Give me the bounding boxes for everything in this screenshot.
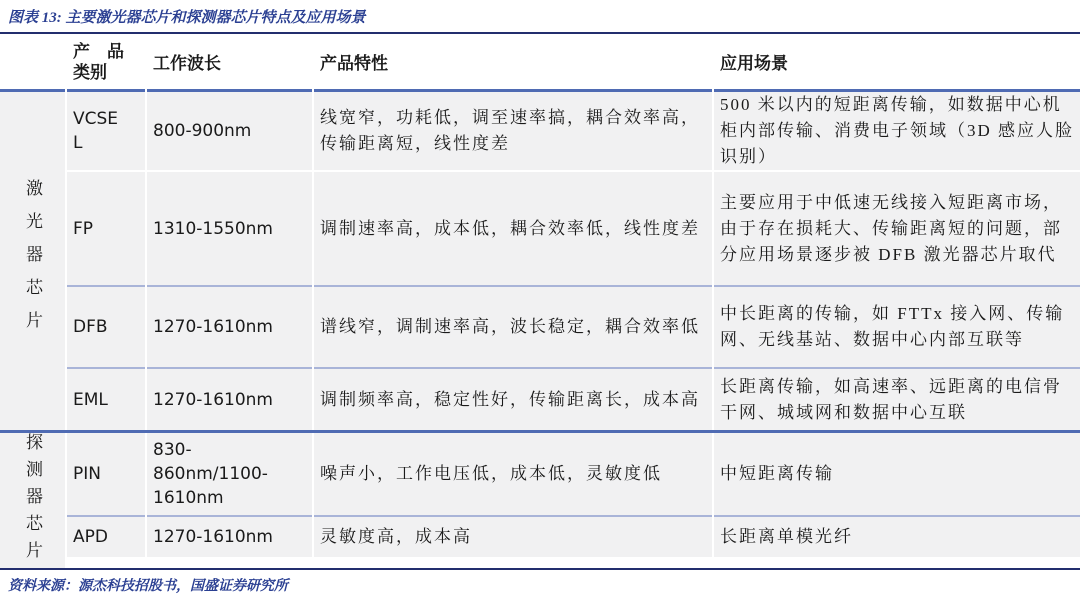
cell-type: FP [67,172,145,287]
cell-wavelength: 830- 860nm/1100- 1610nm [147,433,312,517]
cell-applications: 长距离传输，如高速率、远距离的电信骨干网、城域网和数据中心互联 [714,369,1080,430]
cell-wavelength: 1270-1610nm [147,369,312,430]
table-header-row [0,34,1080,92]
cell-type: APD [67,517,145,557]
source-note: 资料来源：源杰科技招股书，国盛证券研究所 [8,579,288,594]
cell-features: 线宽窄，功耗低，调至速率搞，耦合效率高，传输距离短，线性度差 [314,92,712,174]
group-label-detector: 探测器芯片 [23,433,42,568]
detector-rows [67,433,1080,568]
laser-rows [67,92,1080,430]
group-cell-detector [0,433,65,568]
col-header-wavelength: 工作波长 [147,34,312,92]
cell-features: 灵敏度高，成本高 [314,517,712,557]
group-label-laser: 激光器芯片 [23,178,42,344]
cell-type: EML [67,369,145,430]
cell-features: 调制频率高，稳定性好，传输距离长，成本高 [314,369,712,430]
table-row-vcsel [67,92,1080,172]
table-row-apd [67,517,1080,557]
cell-wavelength: 1270-1610nm [147,517,312,557]
cell-applications: 主要应用于中低速无线接入短距离市场，由于存在损耗大、传输距离短的问题，部分应用场景逐步被 DFB 激光器芯片取代 [714,172,1080,287]
figure-title: 图表 13: 主要激光器芯片和探测器芯片特点及应用场景 [8,10,366,26]
cell-applications: 500 米以内的短距离传输，如数据中心机柜内部传输、消费电子领域（3D 感应人脸识别） [714,92,1080,174]
cell-type: DFB [67,287,145,369]
table-row-dfb [67,287,1080,369]
cell-wavelength: 1310-1550nm [147,172,312,287]
table-row-fp [67,172,1080,287]
cell-type: PIN [67,433,145,517]
col-header-category: 产 品 类别 [67,34,145,92]
detector-chip-section [0,433,1080,570]
col-header-features: 产品特性 [314,34,712,92]
laser-chip-section [0,92,1080,433]
cell-applications: 中长距离的传输，如 FTTx 接入网、传输网、无线基站、数据中心内部互联等 [714,287,1080,369]
cell-features: 谱线窄，调制速率高，波长稳定，耦合效率低 [314,287,712,369]
cell-features: 噪声小，工作电压低，成本低，灵敏度低 [314,433,712,517]
col-header-group-spacer [0,34,65,92]
cell-applications: 中短距离传输 [714,433,1080,517]
spec-table [0,34,1080,570]
cell-type: VCSEL [67,92,145,174]
cell-wavelength: 800-900nm [147,92,312,174]
report-page [0,6,1080,594]
cell-applications: 长距离单模光纤 [714,517,1080,557]
cell-features: 调制速率高，成本低，耦合效率低，线性度差 [314,172,712,287]
cell-wavelength: 1270-1610nm [147,287,312,369]
group-cell-laser [0,92,65,430]
col-header-applications: 应用场景 [714,34,1080,92]
table-row-eml [67,369,1080,430]
table-row-pin [67,433,1080,517]
